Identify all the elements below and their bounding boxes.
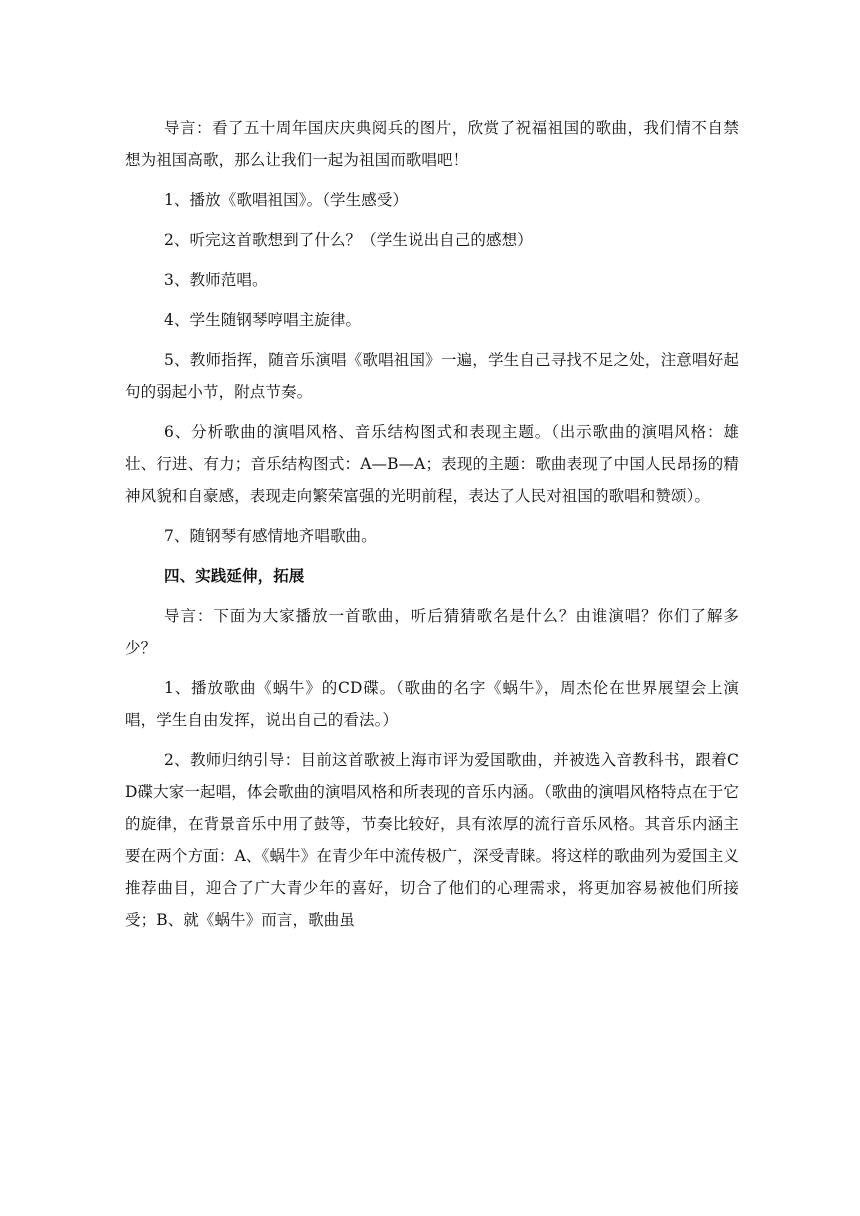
intro-paragraph-2: 导言：下面为大家播放一首歌曲，听后猜猜歌名是什么？由谁演唱？你们了解多少？ [125,607,739,657]
step-7-sing-together: 7、随钢琴有感情地齐唱歌曲。 [164,527,377,545]
step-1-play-song: 1、播放《歌唱祖国》。（学生感受） [164,191,409,209]
section-heading-practice-extension: 四、实践延伸，拓展 [164,566,305,585]
step-4-hum-melody: 4、学生随钢琴哼唱主旋律。 [164,311,362,329]
step-2-feelings: 2、听完这首歌想到了什么？（学生说出自己的感想） [164,231,533,249]
step-5-conduct: 5、教师指挥，随音乐演唱《歌唱祖国》一遍，学生自己寻找不足之处，注意唱好起句的弱起小节，附点节奏。 [125,351,739,401]
intro-paragraph: 导言：看了五十周年国庆庆典阅兵的图片，欣赏了祝福祖国的歌曲，我们情不自禁想为祖国高歌，那么让我们一起为祖国而歌唱吧！ [125,119,739,169]
document-page [125,112,739,944]
step-2-teacher-summary: 2、教师归纳引导：目前这首歌被上海市评为爱国歌曲，并被选入音教科书，跟着CD碟大家一起唱，体会歌曲的演唱风格和所表现的音乐内涵。（歌曲的演唱风格特点在于它的旋律，在背景音乐中用了鼓等，节奏比较好，具有浓厚的流行音乐风格。其音乐内涵主要在两个方面：A、《蜗牛》在青少年中流传极广，深受青睐。将这样的歌曲列为爱国主义推荐曲目，迎合了广大青少年的喜好，切合了他们的心理需求，将更加容易被他们所接受；B、就《蜗牛》而言，歌曲虽 [125,751,739,929]
step-1-play-snail: 1、播放歌曲《蜗牛》的CD碟。（歌曲的名字《蜗牛》，周杰伦在世界展望会上演唱，学生自由发挥，说出自己的看法。） [125,679,739,729]
step-6-analysis: 6、分析歌曲的演唱风格、音乐结构图式和表现主题。（出示歌曲的演唱风格：雄壮、行进、有力；音乐结构图式：A—B—A；表现的主题：歌曲表现了中国人民昂扬的精神风貌和自豪感，表现走向繁荣富强的光明前程，表达了人民对祖国的歌唱和赞颂）。 [125,423,739,505]
step-3-teacher-sings: 3、教师范唱。 [164,271,268,289]
